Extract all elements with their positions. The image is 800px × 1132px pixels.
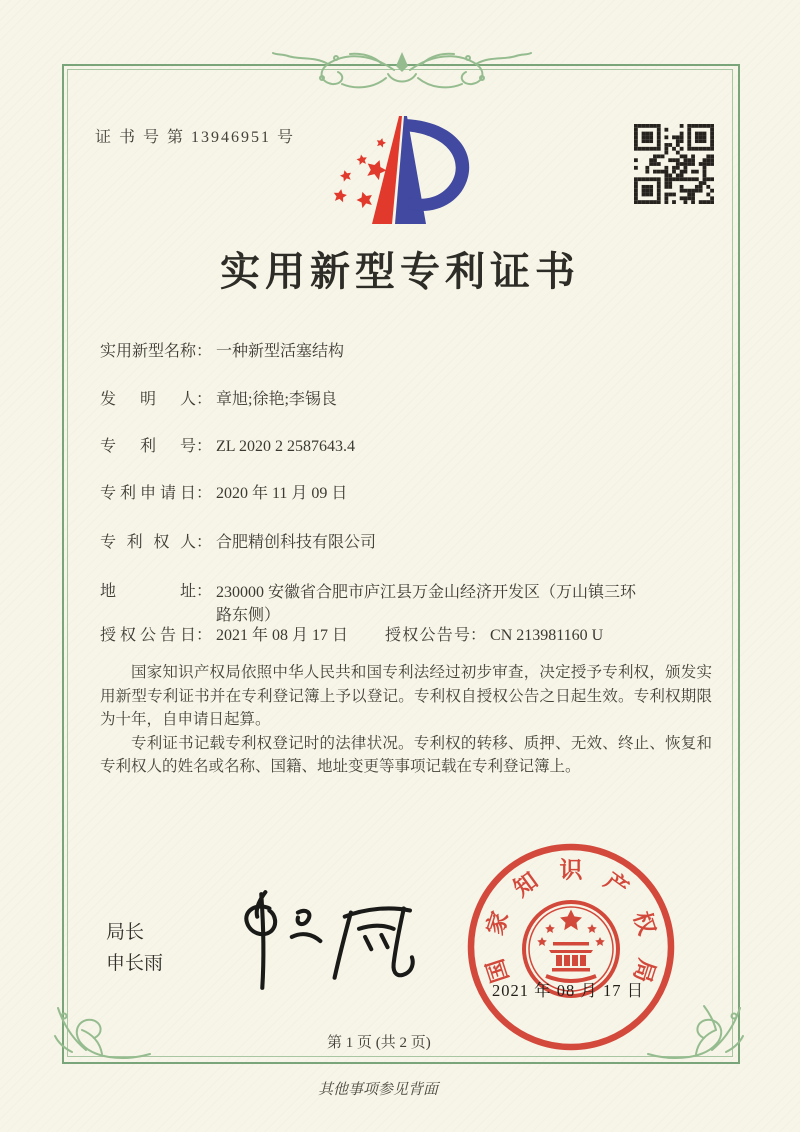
field-label: 专利权人 — [100, 534, 196, 551]
field-value: CN 213981160 U — [490, 627, 604, 644]
field-row-name — [100, 341, 344, 363]
field-row-patentee — [100, 532, 376, 554]
seal-ring-char: 知 — [509, 867, 543, 902]
seal-ring-char: 权 — [628, 908, 660, 939]
field-label: 实用新型名称 — [100, 343, 197, 360]
legal-paragraph-2: 专利证书记载专利权登记时的法律状况。专利权的转移、质押、无效、终止、恢复和专利权人的姓名或名称、国籍、地址变更等事项记载在专利登记簿上。 — [100, 734, 712, 775]
colon: ： — [196, 627, 213, 644]
seal-ring-char: 国 — [482, 955, 514, 986]
field-row-grant — [100, 625, 740, 647]
colon: ： — [470, 627, 487, 644]
field-value: ZL 2020 2 2587643.4 — [216, 438, 355, 455]
field-value: 章旭;徐艳;李锡良 — [216, 391, 337, 408]
director-title-label: 局长 — [106, 922, 145, 943]
certificate-title: 实用新型专利证书 — [220, 249, 580, 294]
page-number: 第 1 页 (共 2 页) — [327, 1035, 431, 1051]
colon: ： — [196, 391, 213, 408]
field-value: 230000 安徽省合肥市庐江县万金山经济开发区（万山镇三环路东侧） — [216, 584, 637, 624]
field-value: 2020 年 11 月 09 日 — [216, 485, 348, 502]
seal-ring-char: 识 — [559, 857, 583, 883]
director-name-label: 申长雨 — [106, 953, 164, 974]
seal-ring-char: 产 — [599, 867, 633, 902]
field-row-address — [100, 581, 648, 627]
field-label: 专利申请日 — [100, 485, 196, 502]
qr-code-icon — [634, 124, 714, 204]
field-row-inventor — [100, 389, 337, 411]
legal-body-text — [100, 661, 712, 779]
field-value: 2021 年 08 月 17 日 — [216, 627, 349, 644]
seal-date: 2021 年 08 月 17 日 — [492, 981, 645, 1000]
back-side-note: 其他事项参见背面 — [318, 1082, 439, 1098]
field-label: 专利号 — [100, 438, 196, 455]
colon: ： — [196, 583, 213, 600]
field-row-patent-number — [100, 436, 355, 458]
field-label: 授权公告日 — [100, 627, 196, 644]
field-value: 合肥精创科技有限公司 — [216, 534, 377, 551]
field-row-filing-date — [100, 483, 347, 505]
field-label: 授权公告号 — [385, 627, 470, 644]
cnipa-logo-icon — [328, 110, 478, 232]
legal-paragraph-1: 国家知识产权局依照中华人民共和国专利法经过初步审查，决定授予专利权，颁发实用新型专利证书并在专利登记簿上予以登记。专利权自授权公告之日起生效。专利权期限为十年，自申请日起算。 — [100, 664, 712, 728]
field-value: 一种新型活塞结构 — [216, 343, 345, 360]
colon: ： — [196, 485, 213, 502]
field-label: 地址 — [100, 583, 196, 600]
director-signature-icon — [230, 882, 430, 994]
colon: ： — [196, 343, 213, 360]
colon: ： — [196, 534, 213, 551]
seal-ring-char: 局 — [628, 955, 660, 986]
cnipa-official-seal — [466, 842, 676, 1052]
seal-ring-char: 家 — [482, 908, 514, 939]
certificate-number: 证 书 号 第 13946951 号 — [95, 129, 296, 146]
colon: ： — [196, 438, 213, 455]
field-pair-grant-number — [385, 625, 603, 647]
field-label: 发明人 — [100, 391, 196, 408]
